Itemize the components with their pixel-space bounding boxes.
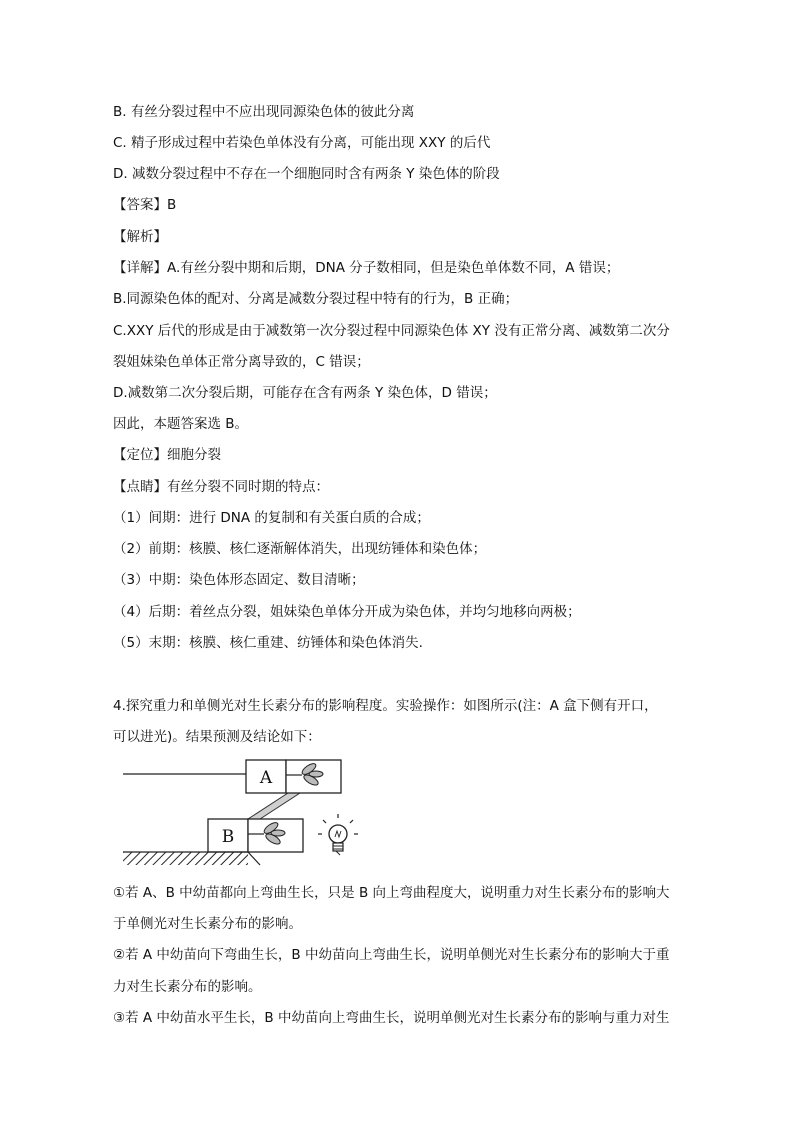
result-2-line2: 力对生长素分布的影响。 xyxy=(113,979,262,995)
box-a-label: A xyxy=(259,768,273,788)
result-3-line1: ③若 A 中幼苗水平生长，B 中幼苗向上弯曲生长，说明单侧光对生长素分布的影响与重力对生 xyxy=(113,1010,670,1026)
detail-b: B.同源染色体的配对、分离是减数分裂过程中特有的行为，B 正确； xyxy=(113,291,519,307)
question4-line2: 可以进光)。结果预测及结论如下： xyxy=(113,729,321,745)
result-1-line1: ①若 A、B 中幼苗都向上弯曲生长，只是 B 向上弯曲程度大，说明重力对生长素分布的影响大 xyxy=(113,885,670,901)
experiment-figure xyxy=(118,755,378,874)
tips-item-4: （4）后期：着丝点分裂，姐妹染色单体分开成为染色体，并均匀地移向两极； xyxy=(113,604,581,620)
detail-c-line1: C.XXY 后代的形成是由于减数第一次分裂过程中同源染色体 XY 没有正常分离、减数第二次分 xyxy=(113,323,670,339)
result-1-line2: 于单侧光对生长素分布的影响。 xyxy=(113,916,302,932)
connecting-rod xyxy=(248,793,300,819)
tips-heading: 【点睛】有丝分裂不同时期的特点： xyxy=(113,479,329,495)
question4-line1: 4.探究重力和单侧光对生长素分布的影响程度。实验操作：如图所示(注：A 盒下侧有开口， xyxy=(113,698,658,714)
experiment-diagram xyxy=(118,755,378,870)
detail-conclusion: 因此，本题答案选 B。 xyxy=(113,416,249,432)
ground-hatch xyxy=(123,852,248,865)
option-b: B. 有丝分裂过程中不应出现同源染色体的彼此分离 xyxy=(113,104,415,120)
light-bulb-icon xyxy=(318,814,358,855)
tips-item-2: （2）前期：核膜、核仁逐渐解体消失，出现纺锤体和染色体； xyxy=(113,541,487,557)
analysis-heading: 【解析】 xyxy=(113,229,167,245)
result-2-line1: ②若 A 中幼苗向下弯曲生长，B 中幼苗向上弯曲生长，说明单侧光对生长素分布的影响大于重 xyxy=(113,947,670,963)
tips-item-3: （3）中期：染色体形态固定、数目清晰； xyxy=(113,572,365,588)
detail-c-line2: 裂姐妹染色单体正常分离导致的，C 错误； xyxy=(113,354,370,370)
option-d: D. 减数分裂过程中不存在一个细胞同时含有两条 Y 染色体的阶段 xyxy=(113,166,500,182)
ground-edge xyxy=(248,852,260,865)
option-c: C. 精子形成过程中若染色单体没有分离，可能出现 XXY 的后代 xyxy=(113,135,491,151)
box-b-label: B xyxy=(221,827,235,847)
answer: 【答案】B xyxy=(113,197,177,213)
detail-a: 【详解】A.有丝分裂中期和后期，DNA 分子数相同，但是染色单体数不同，A 错误； xyxy=(113,260,620,276)
tips-item-1: （1）间期：进行 DNA 的复制和有关蛋白质的合成； xyxy=(113,510,430,526)
position-tag: 【定位】细胞分裂 xyxy=(113,447,221,463)
tips-item-5: （5）末期：核膜、核仁重建、纺锤体和染色体消失. xyxy=(113,635,423,651)
detail-d: D.减数第二次分裂后期，可能存在含有两条 Y 染色体，D 错误； xyxy=(113,385,497,401)
